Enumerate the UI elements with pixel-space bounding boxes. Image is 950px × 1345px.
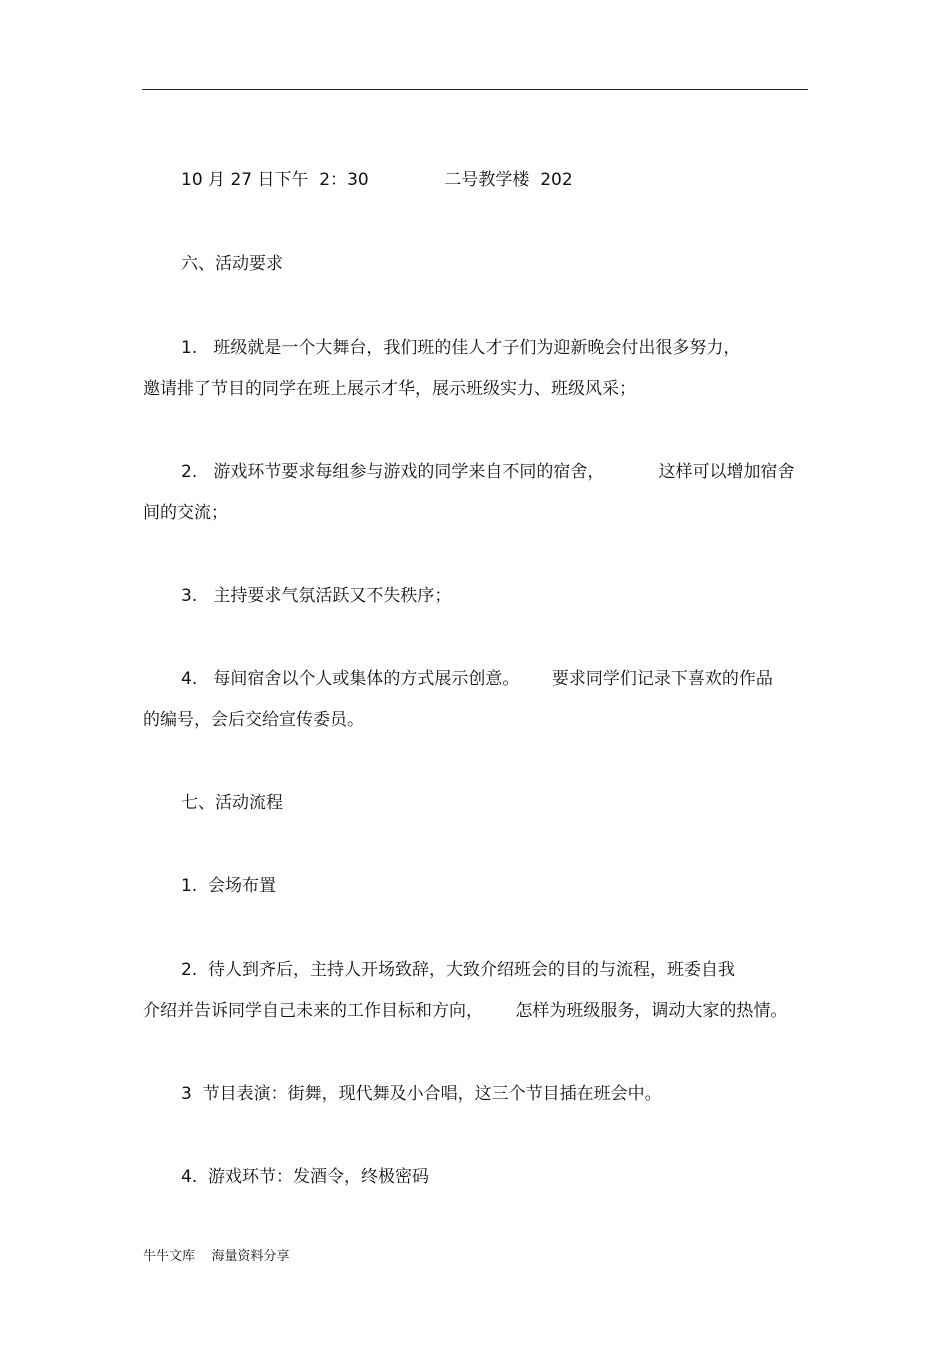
requirement-2-line-2: 间的交流； xyxy=(143,503,228,523)
requirement-1-line-2: 邀请排了节目的同学在班上展示才华，展示班级实力、班级风采； xyxy=(143,379,636,399)
time-location-line: 10 月 27 日下午 2：30 二号教学楼 202 xyxy=(181,170,573,190)
process-2-line-1: 2. 待人到齐后，主持人开场致辞，大致介绍班会的目的与流程，班委自我 xyxy=(181,960,736,980)
process-2-line-2: 介绍并告诉同学自己未来的工作目标和方向， 怎样为班级服务，调动大家的热情。 xyxy=(143,1001,788,1021)
page-footer: 牛牛文库 海量资料分享 xyxy=(143,1249,290,1264)
requirement-2-line-1: 2. 游戏环节要求每组参与游戏的同学来自不同的宿舍， 这样可以增加宿舍 xyxy=(181,462,795,482)
process-1: 1. 会场布置 xyxy=(181,876,277,896)
process-4: 4. 游戏环节：发酒令，终极密码 xyxy=(181,1167,430,1187)
requirement-3: 3. 主持要求气氛活跃又不失秩序； xyxy=(181,586,452,606)
requirement-4-line-1: 4. 每间宿舍以个人或集体的方式展示创意。 要求同学们记录下喜欢的作品 xyxy=(181,669,773,689)
requirement-1-line-1: 1. 班级就是一个大舞台，我们班的佳人才子们为迎新晚会付出很多努力， xyxy=(181,338,741,358)
requirement-4-line-2: 的编号，会后交给宣传委员。 xyxy=(143,710,364,730)
process-3: 3 节目表演：街舞，现代舞及小合唱，这三个节目插在班会中。 xyxy=(181,1084,662,1104)
section-heading-requirements: 六、活动要求 xyxy=(181,254,283,274)
section-heading-process: 七、活动流程 xyxy=(181,793,283,813)
header-rule xyxy=(142,89,808,90)
